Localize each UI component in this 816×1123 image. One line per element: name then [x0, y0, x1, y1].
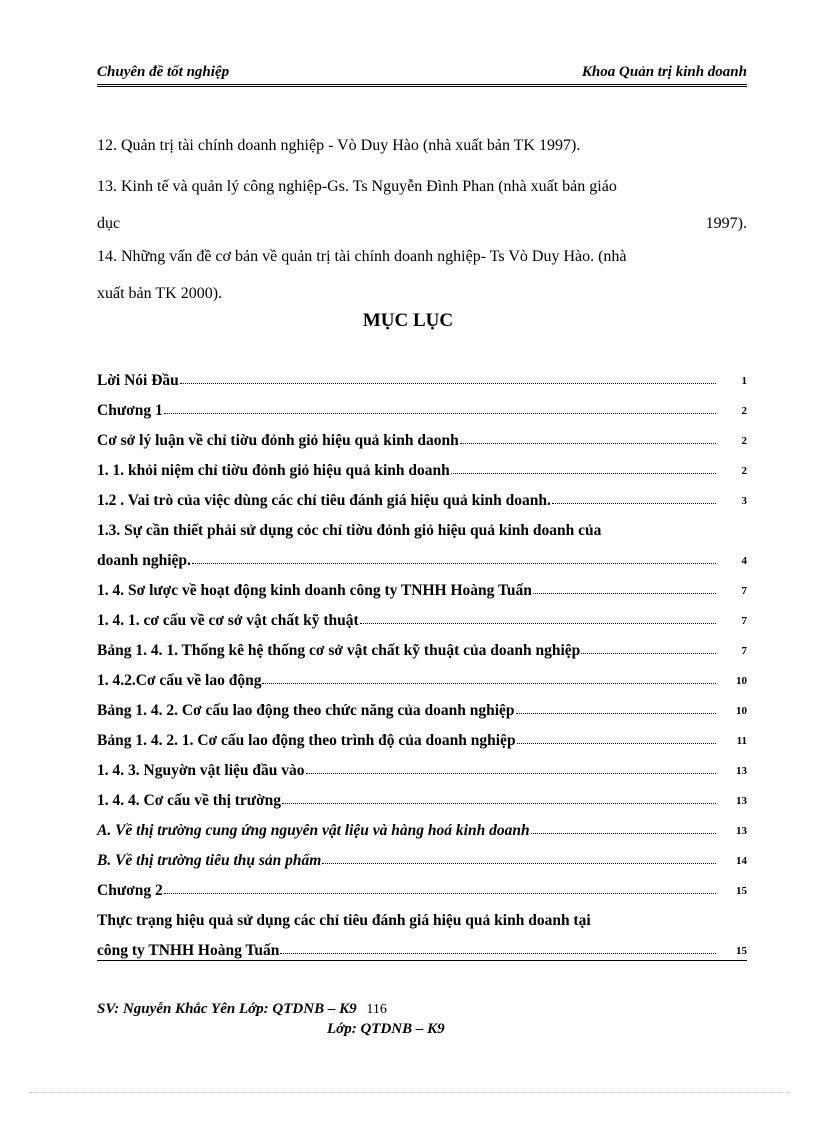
toc-entry-leader	[516, 712, 716, 714]
toc-entry[interactable]	[97, 510, 747, 540]
toc-entry-leader	[451, 472, 716, 474]
toc-entry-page: 10	[736, 675, 747, 687]
toc-entry-title: B. Về thị trường tiêu thụ sản phẩm	[97, 852, 322, 869]
toc-entry-title: 1. 4. Sơ lược về hoạt động kinh doanh công ty TNHH Hoàng Tuấn	[97, 582, 532, 599]
toc-entry-page: 1	[741, 375, 747, 387]
toc-entry-leader	[192, 562, 716, 564]
toc-entry-page: 7	[741, 645, 747, 657]
reference-12-line: 12. Quản trị tài chính doanh nghiệp - Vò Duy Hào (nhà xuất bản TK 1997).	[97, 137, 581, 154]
toc-entry-leader	[262, 682, 716, 684]
reference-13	[97, 168, 747, 242]
toc-entry[interactable]	[97, 900, 747, 930]
toc-entry-title: 1.3. Sự cần thiết phải sử dụng cỏc chỉ tiờu đỏnh giỏ hiệu quả kinh doanh của	[97, 522, 602, 539]
toc-entry[interactable]	[97, 540, 747, 570]
reference-13-line2	[97, 205, 747, 242]
toc-entry-leader	[533, 592, 716, 594]
toc-entry-title: Cơ sở lý luận về chỉ tiờu đỏnh giỏ hiệu quả kinh daonh	[97, 432, 459, 449]
toc-title: MỤC LỤC	[362, 310, 454, 331]
toc-entry-title: 1. 4.2.Cơ cấu về lao động	[97, 672, 262, 689]
toc-entry-page: 14	[736, 855, 747, 867]
toc-entry-title: 1.2 . Vai trò của việc dùng các chỉ tiêu đánh giá hiệu quả kinh doanh.	[97, 492, 551, 509]
toc-entry-page: 7	[741, 615, 747, 627]
toc-entry[interactable]	[97, 420, 747, 450]
footer-line1	[97, 1001, 387, 1018]
reference-13-line2-left: dục	[97, 215, 121, 232]
reference-13-line2-right: 1997).	[705, 215, 747, 232]
page-header	[97, 62, 747, 87]
toc-entry-leader	[164, 412, 716, 414]
toc-entry-title: công ty TNHH Hoàng Tuấn	[97, 942, 280, 959]
toc-entry[interactable]	[97, 720, 747, 750]
toc-entry-page: 15	[736, 885, 747, 897]
toc-entry-page: 2	[741, 435, 747, 447]
reference-14-line1: 14. Những vấn đề cơ bản về quản trị tài chính doanh nghiệp- Ts Vò Duy Hào. (nhà	[97, 248, 627, 265]
toc-entry-title: Chương 2	[97, 882, 163, 899]
toc-entry[interactable]	[97, 600, 747, 630]
reference-13-line1: 13. Kinh tế và quản lý công nghiệp-Gs. Ts Nguyễn Đình Phan (nhà xuất bản giáo	[97, 178, 617, 195]
page-bottom-divider	[30, 1092, 790, 1093]
toc-entry-page: 10	[736, 705, 747, 717]
toc-entry-page: 13	[736, 765, 747, 777]
toc-entry-page: 4	[741, 555, 747, 567]
toc-entry[interactable]	[97, 840, 747, 870]
toc-entry[interactable]	[97, 360, 747, 390]
toc-entry-page: 13	[736, 795, 747, 807]
toc-entry-leader	[517, 742, 716, 744]
reference-14-line2: xuất bản TK 2000).	[97, 285, 223, 302]
toc-entry-leader	[531, 832, 716, 834]
footer-page-number: 116	[366, 1002, 387, 1017]
reference-12	[97, 127, 747, 164]
toc-entry-title: 1. 1. khỏi niệm chỉ tiờu đỏnh giỏ hiệu quả kinh doanh	[97, 462, 450, 479]
toc-entry-page: 11	[736, 735, 747, 747]
toc-entry-leader	[306, 772, 716, 774]
toc-entry-title: 1. 4. 1. cơ cấu về cơ sở vật chất kỹ thuật	[97, 612, 359, 629]
toc-entry-page: 15	[736, 945, 747, 957]
toc-entry-title: 1. 4. 4. Cơ cấu về thị trường	[97, 792, 282, 809]
toc-entry-title: doanh nghiệp.	[97, 552, 191, 569]
toc-entry[interactable]	[97, 480, 747, 510]
toc-entry-page: 2	[741, 465, 747, 477]
toc-entry-leader	[552, 502, 716, 504]
toc-entry-page: 2	[741, 405, 747, 417]
toc-entry-leader	[280, 952, 716, 954]
toc-entry-title: Bảng 1. 4. 1. Thống kê hệ thống cơ sở vật chất kỹ thuật của doanh nghiệp	[97, 642, 581, 659]
reference-14	[97, 238, 747, 312]
toc-entry-leader	[460, 442, 716, 444]
toc-entry-page: 3	[741, 495, 747, 507]
toc-entry-leader	[164, 892, 716, 894]
toc-entry-title: Chương 1	[97, 402, 163, 419]
toc-entry-title: Lời Nói Đầu	[97, 372, 179, 389]
toc-entry-title: A. Về thị trường cung ứng nguyên vật liệu và hàng hoá kinh doanh	[97, 822, 530, 839]
toc-entry[interactable]	[97, 690, 747, 720]
toc-entry-page: 7	[741, 585, 747, 597]
toc-entry[interactable]	[97, 780, 747, 810]
header-right-text: Khoa Quản trị kinh doanh	[581, 64, 747, 80]
toc-entry[interactable]	[97, 450, 747, 480]
toc-entry-leader	[322, 862, 716, 864]
toc-entry-title: Thực trạng hiệu quả sử dụng các chỉ tiêu đánh giá hiệu quả kinh doanh tại	[97, 912, 591, 929]
header-left-text: Chuyên đề tốt nghiệp	[97, 64, 230, 80]
toc-entry-page: 13	[736, 825, 747, 837]
toc-entry-leader	[360, 622, 716, 624]
toc-entry-title: Bảng 1. 4. 2. Cơ cấu lao động theo chức năng của doanh nghiệp	[97, 702, 515, 719]
toc-entry[interactable]	[97, 810, 747, 840]
toc-entry[interactable]	[97, 870, 747, 900]
toc-entry-leader	[581, 652, 716, 654]
footer-line2: Lớp: QTDNB – K9	[327, 1021, 445, 1037]
toc-entry-leader	[282, 802, 716, 804]
toc-entry-title: Bảng 1. 4. 2. 1. Cơ cấu lao động theo trình độ của doanh nghiệp	[97, 732, 516, 749]
table-of-contents	[97, 360, 747, 961]
toc-entry-leader	[180, 382, 716, 384]
toc-entry[interactable]	[97, 390, 747, 420]
footer-student: SV: Nguyễn Khắc Yên Lớp: QTDNB – K9	[97, 1001, 357, 1017]
toc-entry[interactable]	[97, 570, 747, 600]
toc-entry[interactable]	[97, 660, 747, 690]
toc-entry[interactable]	[97, 630, 747, 660]
toc-entry-title: 1. 4. 3. Nguyờn vật liệu đầu vào	[97, 762, 305, 779]
toc-entry[interactable]	[97, 930, 747, 961]
toc-entry[interactable]	[97, 750, 747, 780]
